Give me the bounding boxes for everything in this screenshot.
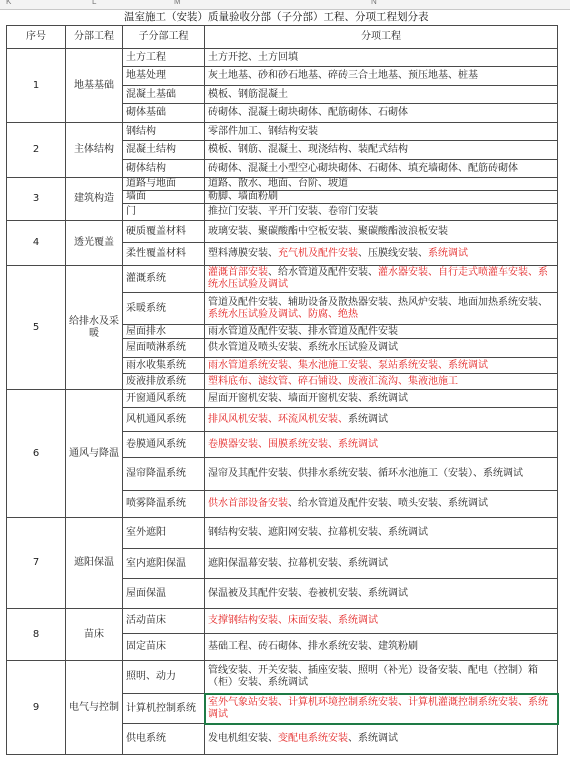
column-letter-n[interactable]: N <box>371 0 377 6</box>
cell-sub-items[interactable] <box>205 86 558 104</box>
table-row <box>7 661 558 694</box>
cell-sub-department[interactable]: 室内遮阳保温 <box>123 549 205 579</box>
cell-sub-department[interactable]: 砌体基础 <box>123 104 205 123</box>
item-text-segment: 发电机组安装、 <box>208 733 278 744</box>
table-row <box>7 49 558 67</box>
header-cell-num[interactable]: 序号 <box>7 26 66 49</box>
cell-sub-items[interactable] <box>205 293 558 325</box>
selected-cell[interactable] <box>205 694 558 724</box>
cell-department[interactable]: 遮阳保温 <box>66 518 123 609</box>
header-row <box>7 26 558 49</box>
cell-sub-department[interactable]: 开窗通风系统 <box>123 390 205 408</box>
cell-sub-items[interactable] <box>205 549 558 579</box>
cell-sub-department[interactable]: 风机通风系统 <box>123 408 205 432</box>
cell-sub-department[interactable]: 雨水收集系统 <box>123 358 205 374</box>
item-text-segment: 灌水器安装、自行走式喷灌车安装、系统水压试验及调试 <box>208 267 548 290</box>
item-text-segment: 供水首部设备安装 <box>208 498 288 509</box>
column-header-bar <box>0 0 570 10</box>
item-text-segment: 土方开挖、土方回填 <box>208 51 298 63</box>
item-text-segment: 保温被及其配件安装、卷被机安装、系统调试 <box>208 587 408 599</box>
cell-sub-department[interactable]: 门 <box>123 204 205 221</box>
cell-sub-department[interactable]: 柔性覆盖材料 <box>123 243 205 266</box>
item-text-segment: 砖砌体、混凝土砌块砌体、配筋砌体、石砌体 <box>208 107 408 118</box>
table-row <box>7 221 558 243</box>
item-text-segment: 、压膜线安装、 <box>358 248 428 259</box>
item-text-segment: 遮阳保温幕安装、拉幕机安装、系统调试 <box>208 557 388 569</box>
cell-department[interactable]: 主体结构 <box>66 123 123 178</box>
item-text-segment: 屋面开窗机安装、墙面开窗机安装、系统调试 <box>208 392 408 404</box>
cell-sub-items[interactable] <box>205 191 558 204</box>
cell-sub-items[interactable] <box>205 49 558 67</box>
cell-sub-items[interactable] <box>205 325 558 339</box>
cell-sub-department[interactable]: 固定苗床 <box>123 634 205 661</box>
table-row <box>7 178 558 191</box>
cell-sub-department[interactable]: 混凝土结构 <box>123 141 205 160</box>
sheet-title[interactable]: 温室施工（安装）质量验收分部（子分部）工程、分项工程划分表 <box>124 11 429 23</box>
item-text-segment: 塑料薄膜安装、 <box>208 248 278 259</box>
cell-sub-department[interactable]: 土方工程 <box>123 49 205 67</box>
item-text-segment: 玻璃安装、聚碳酸酯中空板安装、聚碳酸酯波浪板安装 <box>208 225 448 237</box>
item-text-segment: 勒脚、墙面粉刷 <box>208 191 278 202</box>
cell-seq-number[interactable]: 3 <box>7 178 66 221</box>
item-text-segment: 雨水管道系统安装、集水池施工安装、泵站系统安装、系统调试 <box>208 359 488 371</box>
table-row <box>7 390 558 408</box>
item-text-segment: 、给水管道及配件安装、喷头安装、系统调试 <box>288 498 488 509</box>
item-text-segment: 、系统调试 <box>348 733 398 744</box>
cell-sub-department[interactable]: 屋面喷淋系统 <box>123 339 205 358</box>
item-text-segment: 、给水管道及配件安装、 <box>268 267 378 278</box>
cell-sub-items[interactable] <box>205 374 558 390</box>
cell-sub-items[interactable] <box>205 204 558 221</box>
cell-sub-department[interactable]: 计算机控制系统 <box>123 694 205 724</box>
cell-seq-number[interactable]: 5 <box>7 266 66 390</box>
cell-department[interactable]: 透光覆盖 <box>66 221 123 266</box>
cell-sub-department[interactable]: 灌溉系统 <box>123 266 205 293</box>
item-text-segment: 系统调试 <box>428 248 468 259</box>
column-letter-l[interactable]: L <box>92 0 97 6</box>
cell-department[interactable]: 给排水及采暖 <box>66 266 123 390</box>
cell-sub-department[interactable]: 钢结构 <box>123 123 205 141</box>
cell-sub-department[interactable]: 墙面 <box>123 191 205 204</box>
header-cell-items[interactable]: 分项工程 <box>205 26 558 49</box>
cell-seq-number[interactable]: 1 <box>7 49 66 123</box>
cell-sub-items[interactable] <box>205 390 558 408</box>
cell-sub-department[interactable]: 硬质覆盖材料 <box>123 221 205 243</box>
item-text-segment: 变配电系统安装 <box>278 733 348 744</box>
cell-sub-department[interactable]: 混凝土基础 <box>123 86 205 104</box>
item-text-segment: 供水管道及喷头安装、系统水压试验及调试 <box>208 342 398 353</box>
item-text-segment: 道路、散水、地面、台阶、坡道 <box>208 178 348 189</box>
item-text-segment: 管道及配件安装、辅助设备及散热器安装、热风炉安装、地面加热系统安装、 <box>208 296 548 308</box>
item-text-segment: 排风风机安装、环流风机安装、 <box>208 413 348 425</box>
cell-department[interactable]: 建筑构造 <box>66 178 123 221</box>
cell-sub-items[interactable] <box>205 432 558 458</box>
item-text-segment: 室外气象站安装、计算机环境控制系统安装、计算机灌溉控制系统安装、系统调试 <box>208 696 548 720</box>
item-text-segment: 系统水压试验及调试、防腐、绝热 <box>208 308 358 320</box>
cell-sub-items[interactable] <box>205 221 558 243</box>
item-text-segment: 推拉门安装、平开门安装、卷帘门安装 <box>208 206 378 217</box>
item-text-segment: 灌溉首部安装 <box>208 267 268 278</box>
cell-sub-items[interactable] <box>205 339 558 358</box>
cell-sub-items[interactable] <box>205 67 558 86</box>
item-text-segment: 充气机及配件安装 <box>278 248 358 259</box>
cell-sub-items[interactable] <box>205 358 558 374</box>
item-text-segment: 灰土地基、砂和砂石地基、碎砖三合土地基、预压地基、桩基 <box>208 70 478 81</box>
cell-sub-department[interactable]: 道路与地面 <box>123 178 205 191</box>
cell-sub-items[interactable] <box>205 661 558 694</box>
item-text-segment: 钢结构安装、遮阳网安装、拉幕机安装、系统调试 <box>208 527 428 538</box>
cell-sub-items[interactable] <box>205 609 558 634</box>
item-text-segment: 基础工程、砖石砌体、排水系统安装、建筑粉刷 <box>208 641 418 652</box>
cell-sub-department[interactable]: 砌体结构 <box>123 160 205 178</box>
item-text-segment: 湿帘及其配件安装、供排水系统安装、循环水池施工（安装）、系统调试 <box>208 468 523 479</box>
division-table <box>6 25 558 755</box>
cell-seq-number[interactable]: 4 <box>7 221 66 266</box>
cell-sub-department[interactable]: 照明、动力 <box>123 661 205 694</box>
header-cell-sub[interactable]: 子分部工程 <box>123 26 205 49</box>
item-text-segment: 管线安装、开关安装、插座安装、照明（补光）设备安装、配电（控制）箱（柜）安装、系统调试 <box>208 665 538 688</box>
cell-sub-department[interactable]: 室外遮阳 <box>123 518 205 549</box>
cell-seq-number[interactable]: 8 <box>7 609 66 661</box>
cell-department[interactable]: 电气与控制 <box>66 661 123 755</box>
cell-sub-department[interactable]: 供电系统 <box>123 724 205 755</box>
cell-seq-number[interactable]: 2 <box>7 123 66 178</box>
item-text-segment: 塑料底布、滤纹管、碎石铺设、废液汇流沟、集液池施工 <box>208 375 458 387</box>
cell-sub-items[interactable] <box>205 266 558 293</box>
header-cell-dept[interactable]: 分部工程 <box>66 26 123 49</box>
table-row <box>7 266 558 293</box>
table-body <box>7 49 558 755</box>
item-text-segment: 模板、钢筋、混凝土、现浇结构、装配式结构 <box>208 144 408 155</box>
item-text-segment: 零部件加工、钢结构安装 <box>208 125 318 137</box>
item-text-segment: 卷膜器安装、围膜系统安装、系统调试 <box>208 438 378 450</box>
cell-sub-items[interactable] <box>205 458 558 491</box>
cell-sub-department[interactable]: 屋面保温 <box>123 579 205 609</box>
cell-sub-items[interactable] <box>205 178 558 191</box>
cell-sub-items[interactable] <box>205 160 558 178</box>
cell-sub-items[interactable] <box>205 491 558 518</box>
cell-department[interactable]: 地基基础 <box>66 49 123 123</box>
column-letter-m[interactable]: M <box>174 0 181 6</box>
item-text-segment: 雨水管道及配件安装、排水管道及配件安装 <box>208 325 398 337</box>
cell-sub-department[interactable]: 喷雾降温系统 <box>123 491 205 518</box>
cell-sub-department[interactable]: 活动苗床 <box>123 609 205 634</box>
cell-sub-items[interactable] <box>205 518 558 549</box>
item-text-segment: 支撑钢结构安装、床面安装、系统调试 <box>208 615 378 626</box>
cell-sub-department[interactable]: 采暖系统 <box>123 293 205 325</box>
cell-sub-items[interactable] <box>205 104 558 123</box>
cell-sub-department[interactable]: 屋面排水 <box>123 325 205 339</box>
table-row <box>7 123 558 141</box>
cell-sub-items[interactable] <box>205 123 558 141</box>
cell-department[interactable]: 通风与降温 <box>66 390 123 518</box>
cell-sub-items[interactable] <box>205 243 558 266</box>
cell-sub-department[interactable]: 卷膜通风系统 <box>123 432 205 458</box>
item-text-segment: 系统调试 <box>348 413 388 425</box>
cell-sub-items[interactable] <box>205 141 558 160</box>
cell-sub-items[interactable] <box>205 634 558 661</box>
cell-seq-number[interactable]: 6 <box>7 390 66 518</box>
cell-sub-department[interactable]: 地基处理 <box>123 67 205 86</box>
item-text-segment: 砖砌体、混凝土小型空心砌块砌体、石砌体、填充墙砌体、配筋砖砌体 <box>208 162 518 174</box>
cell-department[interactable]: 苗床 <box>66 609 123 661</box>
cell-sub-items[interactable] <box>205 408 558 432</box>
cell-sub-items[interactable] <box>205 724 558 755</box>
table-row <box>7 609 558 634</box>
cell-sub-items[interactable] <box>205 579 558 609</box>
table-row <box>7 518 558 549</box>
column-letter-k[interactable]: K <box>6 0 12 6</box>
cell-seq-number[interactable]: 7 <box>7 518 66 609</box>
cell-sub-department[interactable]: 湿帘降温系统 <box>123 458 205 491</box>
cell-sub-department[interactable]: 废液排放系统 <box>123 374 205 390</box>
item-text-segment: 模板、钢筋混凝土 <box>208 88 288 100</box>
cell-seq-number[interactable]: 9 <box>7 661 66 755</box>
